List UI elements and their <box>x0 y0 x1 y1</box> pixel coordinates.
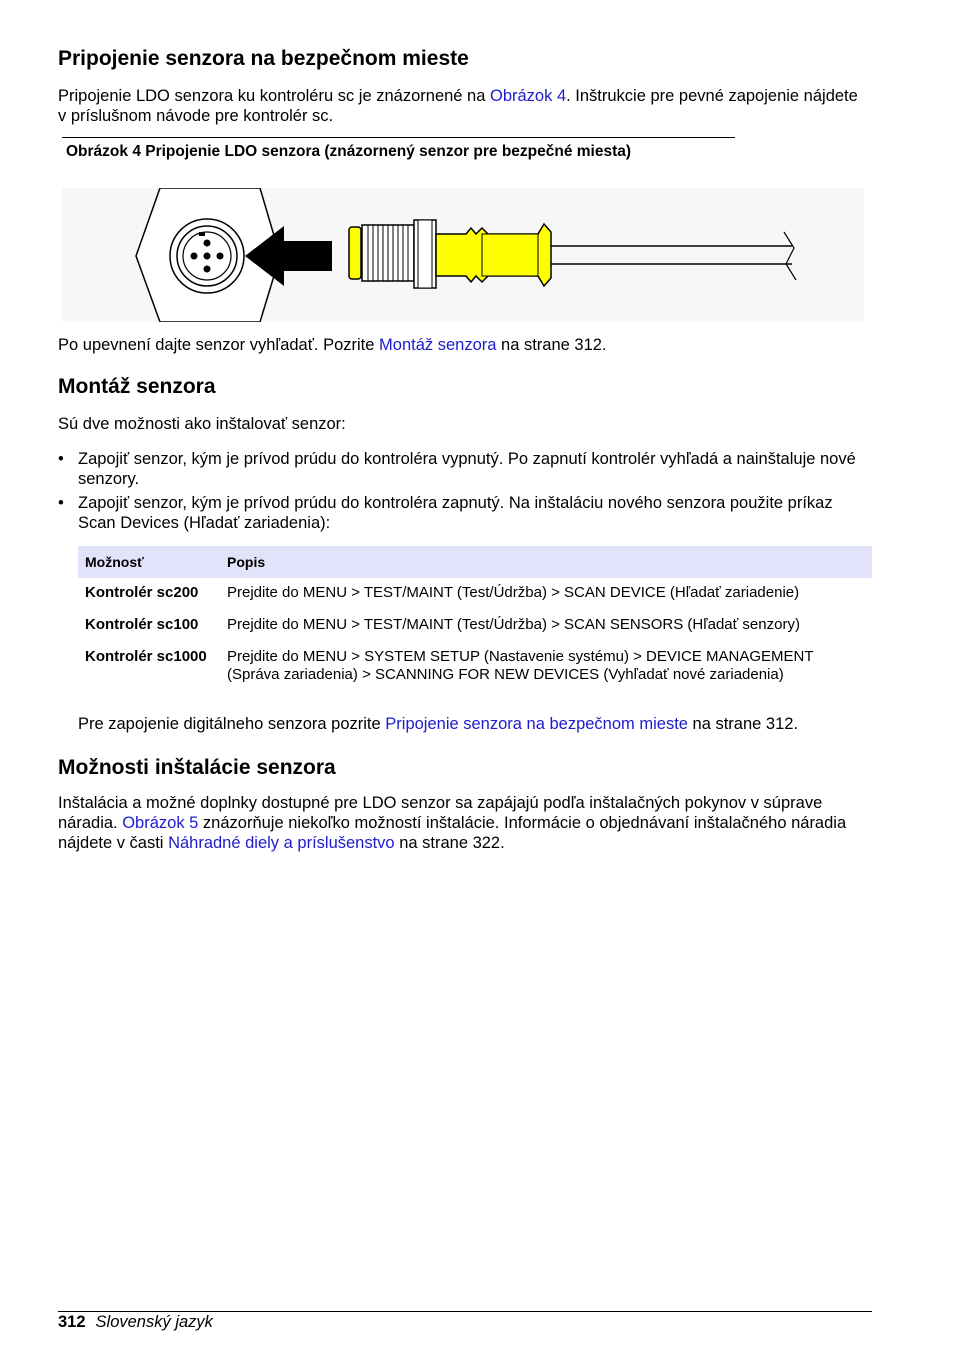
reference-text-pre: Pre zapojenie digitálneho senzora pozrite <box>78 715 386 733</box>
table-row <box>78 610 872 642</box>
column-header-description: Popis <box>220 546 872 578</box>
table-cell-option: Kontrolér sc200 <box>85 584 199 601</box>
safe-location-link[interactable]: Pripojenie senzora na bezpečnom mieste <box>385 715 688 733</box>
table-cell-description: Prejdite do MENU > TEST/MAINT (Test/Údržba) > SCAN DEVICE (Hľadať zariadenie) <box>227 584 800 601</box>
list-item <box>58 493 858 533</box>
table-cell-description: Prejdite do MENU > SYSTEM SETUP (Nastavenie systému) > DEVICE MANAGEMENT (Správa zariadenia) > SCANNING FOR NEW DEVICES (Vyhľadať nové zariadenia) <box>227 648 814 683</box>
connector-figure <box>62 188 864 322</box>
pin-top <box>204 240 211 247</box>
connection-paragraph <box>58 86 858 126</box>
pin-center <box>204 253 211 260</box>
table-header-row <box>78 546 872 578</box>
collar-inner <box>418 220 432 288</box>
table-row <box>78 642 872 692</box>
pin-right <box>217 253 224 260</box>
cable-break <box>784 232 796 280</box>
pin-left <box>191 253 198 260</box>
mounting-options-list <box>58 449 858 537</box>
install-text-post: na strane 322. <box>394 834 505 852</box>
install-text-pre: Inštalácia a možné doplnky dostupné pre LDO senzor sa zapájajú podľa inštalačných pokynov v súprave náradia. <box>58 794 823 832</box>
strain-relief <box>482 234 538 276</box>
mounting-link[interactable]: Montáž senzora <box>379 336 497 354</box>
spare-parts-link[interactable]: Náhradné diely a príslušenstvo <box>168 834 395 852</box>
table-cell-description: Prejdite do MENU > TEST/MAINT (Test/Údržba) > SCAN SENSORS (Hľadať senzory) <box>227 616 800 633</box>
after-figure-paragraph <box>58 335 858 355</box>
coupling-ring-front <box>349 227 361 279</box>
column-header-option: Možnosť <box>78 546 220 578</box>
section-heading-connection: Pripojenie senzora na bezpečnom mieste <box>58 47 469 70</box>
reference-text-post: na strane 312. <box>687 715 799 733</box>
footer-language: Slovenský jazyk <box>95 1313 213 1331</box>
table-cell-option: Kontrolér sc1000 <box>85 648 207 665</box>
footer-rule <box>58 1311 872 1312</box>
caption-rule <box>62 137 735 138</box>
figure5-link[interactable]: Obrázok 5 <box>122 814 199 832</box>
key-notch <box>199 232 205 236</box>
install-text-mid: znázorňuje niekoľko možností inštalácie. Informácie o objednávaní inštalačného náradia nájdete v časti <box>58 814 847 852</box>
after-figure-text-post: na strane 312. <box>496 336 607 354</box>
options-table <box>78 546 872 692</box>
digital-sensor-reference <box>78 714 878 734</box>
install-options-paragraph <box>58 793 848 853</box>
page-footer <box>58 1313 213 1332</box>
mounting-intro: Sú dve možnosti ako inštalovať senzor: <box>58 415 346 433</box>
after-figure-text-pre: Po upevnení dajte senzor vyhľadať. Pozrite <box>58 336 380 354</box>
figure4-link[interactable]: Obrázok 4 <box>490 87 567 105</box>
connector-illustration <box>62 188 864 322</box>
connection-text-post: . Inštrukcie pre pevné zapojenie nájdete v príslušnom návode pre kontrolér sc. <box>58 87 858 125</box>
section-heading-install-options: Možnosti inštalácie senzora <box>58 756 336 779</box>
list-item-text: Zapojiť senzor, kým je prívod prúdu do kontroléra zapnutý. Na inštaláciu nového senzora použite príkaz Scan Devices (Hľadať zariadenia): <box>78 494 833 532</box>
figure-caption: Obrázok 4 Pripojenie LDO senzora (znázornený senzor pre bezpečné miesta) <box>66 143 632 160</box>
list-item <box>58 449 858 489</box>
bullet-icon: • <box>58 494 64 512</box>
list-item-text: Zapojiť senzor, kým je prívod prúdu do kontroléra vypnutý. Po zapnutí kontrolér vyhľadá a nainštaluje nové senzory. <box>78 450 856 488</box>
pin-bottom <box>204 266 211 273</box>
table-cell-option: Kontrolér sc100 <box>85 616 199 633</box>
section-heading-mounting: Montáž senzora <box>58 375 216 398</box>
connection-text-pre: Pripojenie LDO senzora ku kontroléru sc je znázornené na <box>58 87 490 105</box>
page-number: 312 <box>58 1313 86 1331</box>
table-row <box>78 578 872 610</box>
bullet-icon: • <box>58 450 64 468</box>
